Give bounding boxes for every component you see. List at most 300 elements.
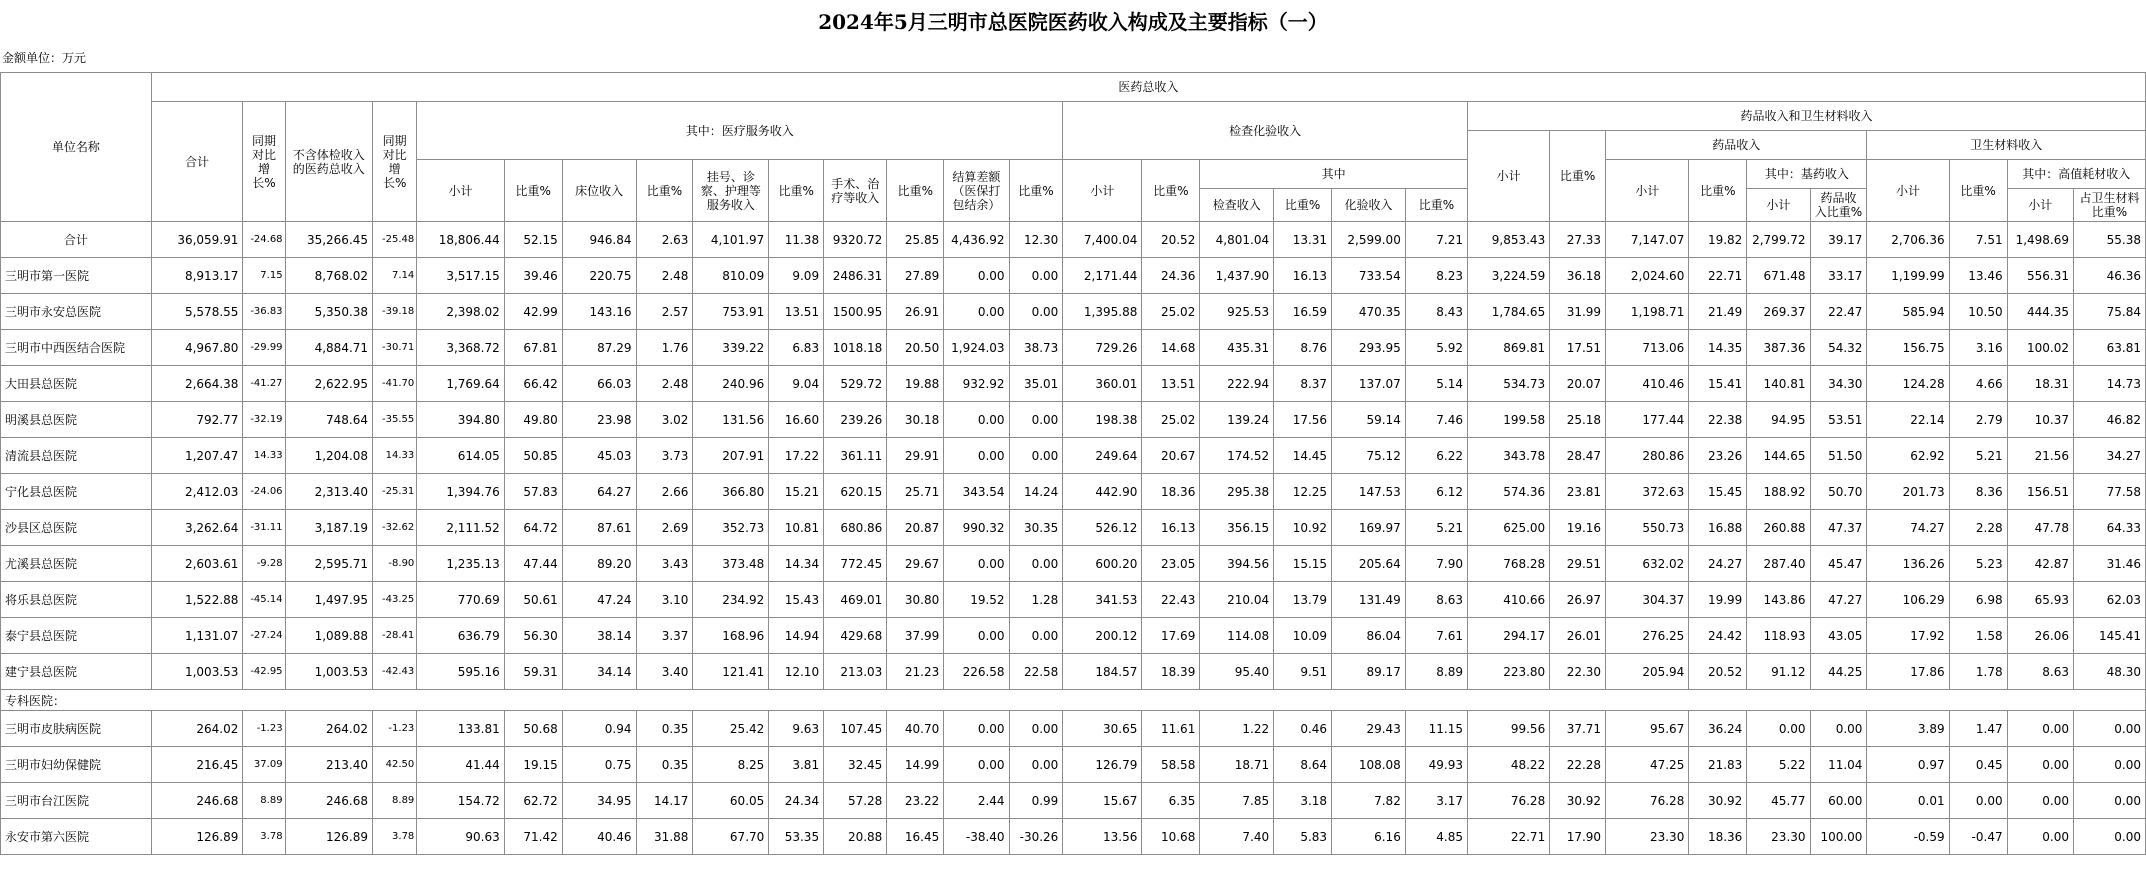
table-cell: 16.60 xyxy=(769,402,824,438)
table-cell: 213.40 xyxy=(285,747,372,783)
table-cell: 3.73 xyxy=(636,438,693,474)
row-unit-name: 建宁县总医院 xyxy=(1,654,152,690)
table-cell: 35,266.45 xyxy=(285,222,372,258)
table-cell: 1,769.64 xyxy=(417,366,504,402)
table-cell: 0.00 xyxy=(1810,711,1867,747)
header-basic-subtotal: 小计 xyxy=(1747,189,1810,222)
table-cell: 143.16 xyxy=(562,294,636,330)
table-cell: 12.25 xyxy=(1274,474,1332,510)
table-cell: 9.63 xyxy=(769,711,824,747)
table-cell: 52.15 xyxy=(504,222,562,258)
table-cell: 76.28 xyxy=(1468,783,1550,819)
table-cell: 24.42 xyxy=(1689,618,1747,654)
header-material-subtotal: 小计 xyxy=(1867,160,1949,222)
table-cell: 14.68 xyxy=(1142,330,1200,366)
table-cell: 9.04 xyxy=(769,366,824,402)
table-cell: 35.01 xyxy=(1009,366,1063,402)
table-cell: 15.15 xyxy=(1274,546,1332,582)
table-cell: 932.92 xyxy=(944,366,1009,402)
table-cell: 3,187.19 xyxy=(285,510,372,546)
table-cell: 15.67 xyxy=(1063,783,1142,819)
table-cell: 276.25 xyxy=(1606,618,1689,654)
table-cell: 118.93 xyxy=(1747,618,1810,654)
table-cell: 145.41 xyxy=(2074,618,2146,654)
table-cell: 0.00 xyxy=(1009,711,1063,747)
table-cell: -25.31 xyxy=(373,474,417,510)
table-cell: -9.28 xyxy=(243,546,285,582)
table-cell: 24.27 xyxy=(1689,546,1747,582)
table-cell: 556.31 xyxy=(2007,258,2073,294)
table-cell: 7.85 xyxy=(1200,783,1274,819)
table-cell: 372.63 xyxy=(1606,474,1689,510)
table-cell: 20.50 xyxy=(887,330,944,366)
table-cell: 45.47 xyxy=(1810,546,1867,582)
table-row xyxy=(1,330,2146,366)
table-cell: -1.23 xyxy=(243,711,285,747)
table-cell: 40.70 xyxy=(887,711,944,747)
table-cell: 792.77 xyxy=(151,402,243,438)
table-cell: 18.31 xyxy=(2007,366,2073,402)
table-cell: 26.01 xyxy=(1550,618,1606,654)
table-cell: 620.15 xyxy=(824,474,887,510)
table-cell: 89.17 xyxy=(1332,654,1406,690)
table-cell: 595.16 xyxy=(417,654,504,690)
table-cell: 28.47 xyxy=(1550,438,1606,474)
table-cell: 16.88 xyxy=(1689,510,1747,546)
table-cell: 8,913.17 xyxy=(151,258,243,294)
table-cell: 26.06 xyxy=(2007,618,2073,654)
table-cell: 2486.31 xyxy=(824,258,887,294)
table-row xyxy=(1,258,2146,294)
table-cell: 1.78 xyxy=(1949,654,2007,690)
table-cell: 126.79 xyxy=(1063,747,1142,783)
table-cell: 19.15 xyxy=(504,747,562,783)
table-cell: 3.10 xyxy=(636,582,693,618)
table-cell: 31.46 xyxy=(2074,546,2146,582)
table-cell: 23.81 xyxy=(1550,474,1606,510)
table-row xyxy=(1,654,2146,690)
table-cell: 22.58 xyxy=(1009,654,1063,690)
table-cell: 205.94 xyxy=(1606,654,1689,690)
table-cell: 14.34 xyxy=(769,546,824,582)
table-cell: 34.30 xyxy=(1810,366,1867,402)
table-cell: 23.22 xyxy=(887,783,944,819)
table-cell: 8.64 xyxy=(1274,747,1332,783)
table-cell: 22.28 xyxy=(1550,747,1606,783)
table-cell: 64.72 xyxy=(504,510,562,546)
table-cell: 360.01 xyxy=(1063,366,1142,402)
header-ms-subtotal: 小计 xyxy=(417,160,504,222)
table-cell: 3.43 xyxy=(636,546,693,582)
table-cell: 239.26 xyxy=(824,402,887,438)
table-cell: 29.91 xyxy=(887,438,944,474)
table-cell: 34.95 xyxy=(562,783,636,819)
table-cell: 0.46 xyxy=(1274,711,1332,747)
table-cell: 0.45 xyxy=(1949,747,2007,783)
table-cell: 17.56 xyxy=(1274,402,1332,438)
table-cell: 36.18 xyxy=(1550,258,1606,294)
table-cell: -24.06 xyxy=(243,474,285,510)
table-cell: 0.00 xyxy=(1009,402,1063,438)
header-material: 卫生材料收入 xyxy=(1867,131,2146,160)
header-dm-ratio: 比重% xyxy=(1550,131,1606,222)
table-cell: 0.00 xyxy=(2007,747,2073,783)
table-cell: 20.88 xyxy=(824,819,887,855)
table-cell: 20.52 xyxy=(1689,654,1747,690)
table-cell: 246.68 xyxy=(151,783,243,819)
table-cell: 45.77 xyxy=(1747,783,1810,819)
table-cell: 2.69 xyxy=(636,510,693,546)
table-cell: 18.39 xyxy=(1142,654,1200,690)
table-cell: 5.83 xyxy=(1274,819,1332,855)
header-excl-exam: 不含体检收入的医药总收入 xyxy=(285,102,372,222)
table-cell: 48.30 xyxy=(2074,654,2146,690)
table-cell: 25.18 xyxy=(1550,402,1606,438)
table-cell: 410.46 xyxy=(1606,366,1689,402)
table-cell: 3.02 xyxy=(636,402,693,438)
table-cell: 30.65 xyxy=(1063,711,1142,747)
header-lab-subtotal: 小计 xyxy=(1063,160,1142,222)
table-cell: 18.71 xyxy=(1200,747,1274,783)
table-cell: 168.96 xyxy=(693,618,769,654)
table-cell: 0.00 xyxy=(1009,438,1063,474)
table-cell: 990.32 xyxy=(944,510,1009,546)
table-cell: 3,517.15 xyxy=(417,258,504,294)
table-cell: 7,147.07 xyxy=(1606,222,1689,258)
table-cell: 0.00 xyxy=(944,546,1009,582)
table-cell: 64.27 xyxy=(562,474,636,510)
table-cell: 47.24 xyxy=(562,582,636,618)
table-cell: 2,024.60 xyxy=(1606,258,1689,294)
table-cell: 240.96 xyxy=(693,366,769,402)
table-cell: 5.92 xyxy=(1405,330,1467,366)
table-cell: 10.09 xyxy=(1274,618,1332,654)
table-cell: 47.78 xyxy=(2007,510,2073,546)
table-cell: 2.48 xyxy=(636,366,693,402)
table-cell: 2.63 xyxy=(636,222,693,258)
table-cell: -28.41 xyxy=(373,618,417,654)
table-cell: 14.94 xyxy=(769,618,824,654)
table-cell: 34.27 xyxy=(2074,438,2146,474)
table-cell: 25.85 xyxy=(887,222,944,258)
table-cell: 11.38 xyxy=(769,222,824,258)
table-cell: 147.53 xyxy=(1332,474,1406,510)
table-cell: 469.01 xyxy=(824,582,887,618)
table-cell: 27.33 xyxy=(1550,222,1606,258)
table-cell: 394.56 xyxy=(1200,546,1274,582)
table-cell: 154.72 xyxy=(417,783,504,819)
table-cell: 632.02 xyxy=(1606,546,1689,582)
table-cell: 18.36 xyxy=(1689,819,1747,855)
table-cell: 869.81 xyxy=(1468,330,1550,366)
table-cell: 16.45 xyxy=(887,819,944,855)
table-cell: 66.42 xyxy=(504,366,562,402)
table-cell: 24.36 xyxy=(1142,258,1200,294)
table-cell: 14.45 xyxy=(1274,438,1332,474)
table-cell: 0.00 xyxy=(944,294,1009,330)
table-cell: 4.66 xyxy=(1949,366,2007,402)
table-cell: 226.58 xyxy=(944,654,1009,690)
table-cell: 48.22 xyxy=(1468,747,1550,783)
table-cell: 1.58 xyxy=(1949,618,2007,654)
table-cell: 30.18 xyxy=(887,402,944,438)
row-unit-name: 三明市中西医结合医院 xyxy=(1,330,152,366)
table-cell: 6.16 xyxy=(1332,819,1406,855)
header-total-income: 医药总收入 xyxy=(151,73,2145,102)
table-cell: -45.14 xyxy=(243,582,285,618)
table-cell: 17.22 xyxy=(769,438,824,474)
table-cell: 4,101.97 xyxy=(693,222,769,258)
table-cell: 50.85 xyxy=(504,438,562,474)
table-cell: 14.73 xyxy=(2074,366,2146,402)
header-lab: 检查化验收入 xyxy=(1063,102,1468,160)
row-unit-name: 三明市皮肤病医院 xyxy=(1,711,152,747)
table-cell: -32.62 xyxy=(373,510,417,546)
table-cell: 304.37 xyxy=(1606,582,1689,618)
table-cell: 0.00 xyxy=(944,402,1009,438)
table-cell: 90.63 xyxy=(417,819,504,855)
table-cell: 529.72 xyxy=(824,366,887,402)
header-material-share: 占卫生材料比重% xyxy=(2074,189,2146,222)
table-cell: 188.92 xyxy=(1747,474,1810,510)
table-cell: 31.88 xyxy=(636,819,693,855)
table-cell: 62.92 xyxy=(1867,438,1949,474)
table-cell: 30.92 xyxy=(1550,783,1606,819)
table-cell: 8.25 xyxy=(693,747,769,783)
table-cell: 2,412.03 xyxy=(151,474,243,510)
table-cell: 20.67 xyxy=(1142,438,1200,474)
row-unit-name: 三明市妇幼保健院 xyxy=(1,747,152,783)
table-cell: 0.00 xyxy=(1009,546,1063,582)
table-cell: 49.93 xyxy=(1405,747,1467,783)
table-cell: 14.24 xyxy=(1009,474,1063,510)
table-row xyxy=(1,294,2146,330)
table-cell: 71.42 xyxy=(504,819,562,855)
table-cell: 5.21 xyxy=(1949,438,2007,474)
table-cell: 3.40 xyxy=(636,654,693,690)
table-cell: 20.87 xyxy=(887,510,944,546)
table-cell: 0.00 xyxy=(944,711,1009,747)
table-cell: 15.21 xyxy=(769,474,824,510)
table-cell: 0.01 xyxy=(1867,783,1949,819)
table-cell: 75.12 xyxy=(1332,438,1406,474)
table-cell: -36.83 xyxy=(243,294,285,330)
table-cell: 234.92 xyxy=(693,582,769,618)
table-cell: 20.07 xyxy=(1550,366,1606,402)
header-exam-ratio: 比重% xyxy=(1274,189,1332,222)
table-cell: 60.00 xyxy=(1810,783,1867,819)
table-cell: 22.14 xyxy=(1867,402,1949,438)
table-cell: 8,768.02 xyxy=(285,258,372,294)
table-cell: 1,235.13 xyxy=(417,546,504,582)
table-cell: 925.53 xyxy=(1200,294,1274,330)
table-cell: 7.82 xyxy=(1332,783,1406,819)
table-cell: 23.30 xyxy=(1606,819,1689,855)
table-cell: 7.21 xyxy=(1405,222,1467,258)
table-cell: 8.89 xyxy=(1405,654,1467,690)
header-registration-ratio: 比重% xyxy=(769,160,824,222)
table-cell: 39.46 xyxy=(504,258,562,294)
header-med-service: 其中：医疗服务收入 xyxy=(417,102,1063,160)
table-cell: 199.58 xyxy=(1468,402,1550,438)
table-cell: 22.43 xyxy=(1142,582,1200,618)
table-cell: 680.86 xyxy=(824,510,887,546)
table-cell: 343.54 xyxy=(944,474,1009,510)
table-cell: 19.99 xyxy=(1689,582,1747,618)
table-cell: 0.00 xyxy=(944,258,1009,294)
table-cell: 0.00 xyxy=(1009,258,1063,294)
header-lab-ratio: 比重% xyxy=(1142,160,1200,222)
table-cell: 772.45 xyxy=(824,546,887,582)
table-cell: 2,313.40 xyxy=(285,474,372,510)
table-cell: 59.31 xyxy=(504,654,562,690)
table-cell: 62.03 xyxy=(2074,582,2146,618)
table-cell: 1,198.71 xyxy=(1606,294,1689,330)
table-cell: 25.71 xyxy=(887,474,944,510)
header-surgery-ratio: 比重% xyxy=(887,160,944,222)
table-cell: 45.03 xyxy=(562,438,636,474)
table-cell: 46.82 xyxy=(2074,402,2146,438)
row-unit-name: 永安市第六医院 xyxy=(1,819,152,855)
table-cell: 4,801.04 xyxy=(1200,222,1274,258)
table-cell: 810.09 xyxy=(693,258,769,294)
table-cell: 356.15 xyxy=(1200,510,1274,546)
table-cell: 6.35 xyxy=(1142,783,1200,819)
table-cell: 3.17 xyxy=(1405,783,1467,819)
table-cell: 339.22 xyxy=(693,330,769,366)
table-cell: 7.15 xyxy=(243,258,285,294)
table-cell: 13.51 xyxy=(769,294,824,330)
table-cell: 8.76 xyxy=(1274,330,1332,366)
table-cell: 37.99 xyxy=(887,618,944,654)
table-cell: 156.51 xyxy=(2007,474,2073,510)
table-cell: 200.12 xyxy=(1063,618,1142,654)
table-cell: 27.89 xyxy=(887,258,944,294)
table-cell: 6.12 xyxy=(1405,474,1467,510)
table-cell: 1.22 xyxy=(1200,711,1274,747)
table-cell: -0.47 xyxy=(1949,819,2007,855)
table-cell: 126.89 xyxy=(285,819,372,855)
table-cell: 0.00 xyxy=(2074,747,2146,783)
table-cell: 65.93 xyxy=(2007,582,2073,618)
table-cell: 2.48 xyxy=(636,258,693,294)
header-assay-ratio: 比重% xyxy=(1405,189,1467,222)
page-title: 2024年5月三明市总医院医药收入构成及主要指标（一） xyxy=(818,10,1328,34)
table-cell: 10.37 xyxy=(2007,402,2073,438)
table-cell: 19.52 xyxy=(944,582,1009,618)
table-cell: 287.40 xyxy=(1747,546,1810,582)
table-cell: 1,497.95 xyxy=(285,582,372,618)
table-cell: 2.79 xyxy=(1949,402,2007,438)
table-cell: 4,967.80 xyxy=(151,330,243,366)
table-cell: 294.17 xyxy=(1468,618,1550,654)
table-cell: 8.89 xyxy=(243,783,285,819)
header-settlement-ratio: 比重% xyxy=(1009,160,1063,222)
table-cell: 7.40 xyxy=(1200,819,1274,855)
table-cell: -24.68 xyxy=(243,222,285,258)
table-cell: 249.64 xyxy=(1063,438,1142,474)
header-drug-subtotal: 小计 xyxy=(1606,160,1689,222)
row-unit-name: 尤溪县总医院 xyxy=(1,546,152,582)
table-cell: -43.25 xyxy=(373,582,417,618)
table-cell: 2,111.52 xyxy=(417,510,504,546)
table-cell: 121.41 xyxy=(693,654,769,690)
income-table xyxy=(0,72,2146,855)
table-cell: 3.78 xyxy=(373,819,417,855)
table-cell: 15.41 xyxy=(1689,366,1747,402)
table-cell: 75.84 xyxy=(2074,294,2146,330)
table-cell: 19.16 xyxy=(1550,510,1606,546)
table-cell: 23.05 xyxy=(1142,546,1200,582)
table-cell: 2,398.02 xyxy=(417,294,504,330)
table-row xyxy=(1,618,2146,654)
table-cell: 8.36 xyxy=(1949,474,2007,510)
table-body xyxy=(1,222,2146,855)
table-cell: 7.46 xyxy=(1405,402,1467,438)
table-cell: 143.86 xyxy=(1747,582,1810,618)
table-cell: 5.23 xyxy=(1949,546,2007,582)
table-cell: 442.90 xyxy=(1063,474,1142,510)
table-cell: 95.67 xyxy=(1606,711,1689,747)
header-sum: 合计 xyxy=(151,102,243,222)
table-cell: 100.02 xyxy=(2007,330,2073,366)
table-cell: 361.11 xyxy=(824,438,887,474)
table-row xyxy=(1,366,2146,402)
table-cell: 4.85 xyxy=(1405,819,1467,855)
row-unit-name: 合计 xyxy=(1,222,152,258)
table-cell: 37.09 xyxy=(243,747,285,783)
table-cell: 574.36 xyxy=(1468,474,1550,510)
header-high-value-subtotal: 小计 xyxy=(2007,189,2073,222)
table-cell: 37.71 xyxy=(1550,711,1606,747)
table-cell: 21.49 xyxy=(1689,294,1747,330)
table-cell: 4,436.92 xyxy=(944,222,1009,258)
table-cell: 7,400.04 xyxy=(1063,222,1142,258)
table-cell: 74.27 xyxy=(1867,510,1949,546)
header-high-value: 其中：高值耗材收入 xyxy=(2007,160,2145,189)
table-cell: 22.47 xyxy=(1810,294,1867,330)
table-cell: -32.19 xyxy=(243,402,285,438)
table-cell: 5,350.38 xyxy=(285,294,372,330)
table-cell: 14.17 xyxy=(636,783,693,819)
table-cell: 7.90 xyxy=(1405,546,1467,582)
table-cell: 600.20 xyxy=(1063,546,1142,582)
table-cell: 0.35 xyxy=(636,711,693,747)
table-cell: 60.05 xyxy=(693,783,769,819)
table-cell: 15.43 xyxy=(769,582,824,618)
table-cell: 2,706.36 xyxy=(1867,222,1949,258)
table-cell: 269.37 xyxy=(1747,294,1810,330)
table-cell: 34.14 xyxy=(562,654,636,690)
table-cell: 42.87 xyxy=(2007,546,2073,582)
table-cell: 733.54 xyxy=(1332,258,1406,294)
table-cell: 22.71 xyxy=(1689,258,1747,294)
table-row xyxy=(1,582,2146,618)
table-cell: 3.18 xyxy=(1274,783,1332,819)
table-cell: 30.35 xyxy=(1009,510,1063,546)
table-cell: 8.43 xyxy=(1405,294,1467,330)
table-cell: 114.08 xyxy=(1200,618,1274,654)
table-cell: 23.98 xyxy=(562,402,636,438)
header-basic-drug: 其中：基药收入 xyxy=(1747,160,1867,189)
table-cell: 585.94 xyxy=(1867,294,1949,330)
table-cell: 0.97 xyxy=(1867,747,1949,783)
table-cell: 366.80 xyxy=(693,474,769,510)
table-cell: 50.70 xyxy=(1810,474,1867,510)
header-yoy2: 同期对比增长% xyxy=(373,102,417,222)
table-cell: 13.79 xyxy=(1274,582,1332,618)
table-cell: 47.27 xyxy=(1810,582,1867,618)
